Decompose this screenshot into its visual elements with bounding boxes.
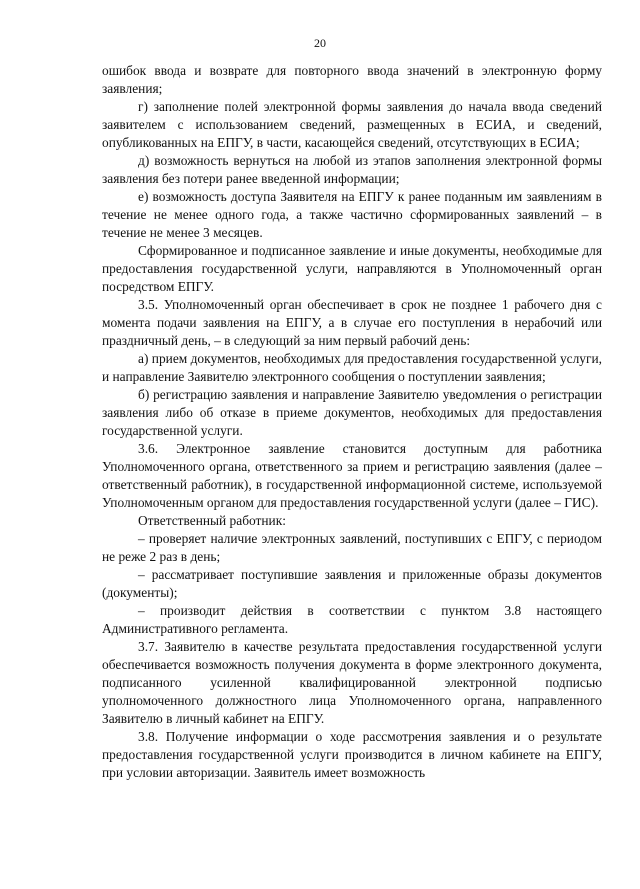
- paragraph: г) заполнение полей электронной формы заявления до начала ввода сведений заявителем с использованием сведений, размещенных в ЕСИА, и сведений, опубликованных на ЕПГУ, в части, касающейся сведений, отсутствующих в ЕСИА;: [102, 99, 602, 150]
- paragraph: 3.6. Электронное заявление становится доступным для работника Уполномоченного органа, ответственного за прием и регистрацию заявления (далее – ответственный работник), в государственной информационной системе, используемой Уполномоченным органом для предоставления государственной услуги (далее – ГИС).: [102, 441, 602, 510]
- paragraph: – производит действия в соответствии с пунктом 3.8 настоящего Административного регламента.: [102, 603, 602, 636]
- paragraph: Ответственный работник:: [138, 513, 286, 528]
- page-number: 20: [314, 36, 326, 50]
- paragraph: д) возможность вернуться на любой из этапов заполнения электронной формы заявления без потери ранее введенной информации;: [102, 153, 602, 186]
- paragraph: е) возможность доступа Заявителя на ЕПГУ к ранее поданным им заявлениям в течение не менее одного года, а также частично сформированных заявлений – в течение не менее 3 месяцев.: [102, 189, 602, 240]
- paragraph: Сформированное и подписанное заявление и иные документы, необходимые для предоставления государственной услуги, направляются в Уполномоченный орган посредством ЕПГУ.: [102, 243, 602, 294]
- paragraph: – проверяет наличие электронных заявлений, поступивших с ЕПГУ, с периодом не реже 2 раз в день;: [102, 531, 602, 564]
- paragraph: ошибок ввода и возврате для повторного ввода значений в электронную форму заявления;: [102, 63, 602, 96]
- paragraph: 3.5. Уполномоченный орган обеспечивает в срок не позднее 1 рабочего дня с момента подачи заявления на ЕПГУ, а в случае его поступления в нерабочий или праздничный день, – в следующий за ним первый рабочий день:: [102, 297, 602, 348]
- paragraph: 3.8. Получение информации о ходе рассмотрения заявления и о результате предоставления государственной услуги производится в личном кабинете на ЕПГУ, при условии авторизации. Заявитель имеет возможность: [102, 729, 602, 780]
- paragraph: – рассматривает поступившие заявления и приложенные образы документов (документы);: [102, 567, 602, 600]
- paragraph: 3.7. Заявителю в качестве результата предоставления государственной услуги обеспечивается возможность получения документа в форме электронного документа, подписанного усиленной квалифицированной электронной подписью уполномоченного должностного лица Уполномоченного органа, направленного Заявителю в личный кабинет на ЕПГУ.: [102, 639, 602, 726]
- paragraph: б) регистрацию заявления и направление Заявителю уведомления о регистрации заявления либо об отказе в приеме документов, необходимых для предоставления государственной услуги.: [102, 387, 602, 438]
- body-text: [102, 62, 602, 782]
- paragraph: а) прием документов, необходимых для предоставления государственной услуги, и направление Заявителю электронного сообщения о поступлении заявления;: [102, 351, 602, 384]
